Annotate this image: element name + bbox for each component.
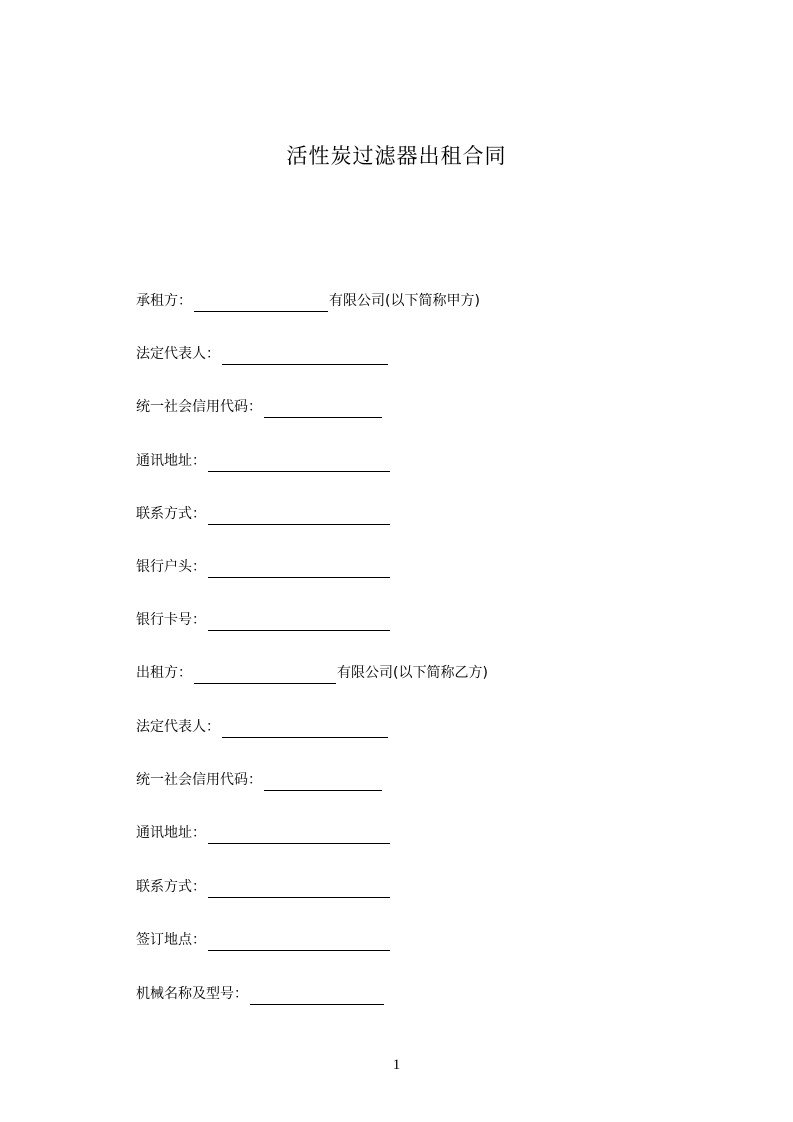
party-a-credit-code-blank[interactable]: [264, 401, 382, 418]
party-a-legal-rep-label: 法定代表人：: [136, 346, 220, 362]
party-a-bank-account-label: 银行户头：: [136, 559, 206, 575]
machine-model-label: 机械名称及型号：: [136, 986, 248, 1002]
party-a-line: [136, 290, 480, 312]
party-a-name-blank[interactable]: [194, 295, 328, 312]
party-a-address-label: 通讯地址：: [136, 453, 206, 469]
party-a-legal-rep-line: [136, 343, 389, 365]
party-a-contact-line: [136, 503, 391, 525]
party-a-contact-label: 联系方式：: [136, 506, 206, 522]
party-b-address-line: [136, 822, 391, 844]
party-a-bank-card-label: 银行卡号：: [136, 612, 206, 628]
signing-place-blank[interactable]: [208, 934, 390, 951]
party-a-address-blank[interactable]: [208, 455, 390, 472]
party-b-credit-code-blank[interactable]: [264, 774, 382, 791]
party-b-legal-rep-line: [136, 716, 389, 738]
machine-model-blank[interactable]: [250, 988, 384, 1005]
party-a-bank-card-line: [136, 609, 391, 631]
party-a-bank-card-blank[interactable]: [208, 614, 390, 631]
party-a-suffix: 有限公司(以下简称甲方): [329, 293, 480, 309]
party-b-line: [136, 662, 488, 684]
party-a-bank-account-line: [136, 556, 391, 578]
party-b-legal-rep-label: 法定代表人：: [136, 719, 220, 735]
party-a-contact-blank[interactable]: [208, 508, 390, 525]
party-b-address-blank[interactable]: [208, 827, 390, 844]
machine-model-line: [136, 983, 385, 1005]
signing-place-line: [136, 929, 391, 951]
party-a-bank-account-blank[interactable]: [208, 561, 390, 578]
party-b-name-blank[interactable]: [194, 667, 336, 684]
party-a-credit-code-line: [136, 396, 383, 418]
party-a-address-line: [136, 450, 391, 472]
party-b-suffix: 有限公司(以下简称乙方): [337, 665, 488, 681]
party-a-legal-rep-blank[interactable]: [222, 348, 388, 365]
party-a-label: 承租方：: [136, 293, 192, 309]
party-b-address-label: 通讯地址：: [136, 825, 206, 841]
party-b-credit-code-label: 统一社会信用代码：: [136, 772, 262, 788]
party-b-credit-code-line: [136, 769, 383, 791]
document-title: 活性炭过滤器出租合同: [286, 144, 507, 168]
signing-place-label: 签订地点：: [136, 932, 206, 948]
party-b-label: 出租方：: [136, 665, 192, 681]
party-b-contact-blank[interactable]: [208, 881, 390, 898]
page-number: 1: [392, 1057, 401, 1073]
party-b-contact-line: [136, 876, 391, 898]
party-b-contact-label: 联系方式：: [136, 879, 206, 895]
party-b-legal-rep-blank[interactable]: [222, 721, 388, 738]
party-a-credit-code-label: 统一社会信用代码：: [136, 399, 262, 415]
